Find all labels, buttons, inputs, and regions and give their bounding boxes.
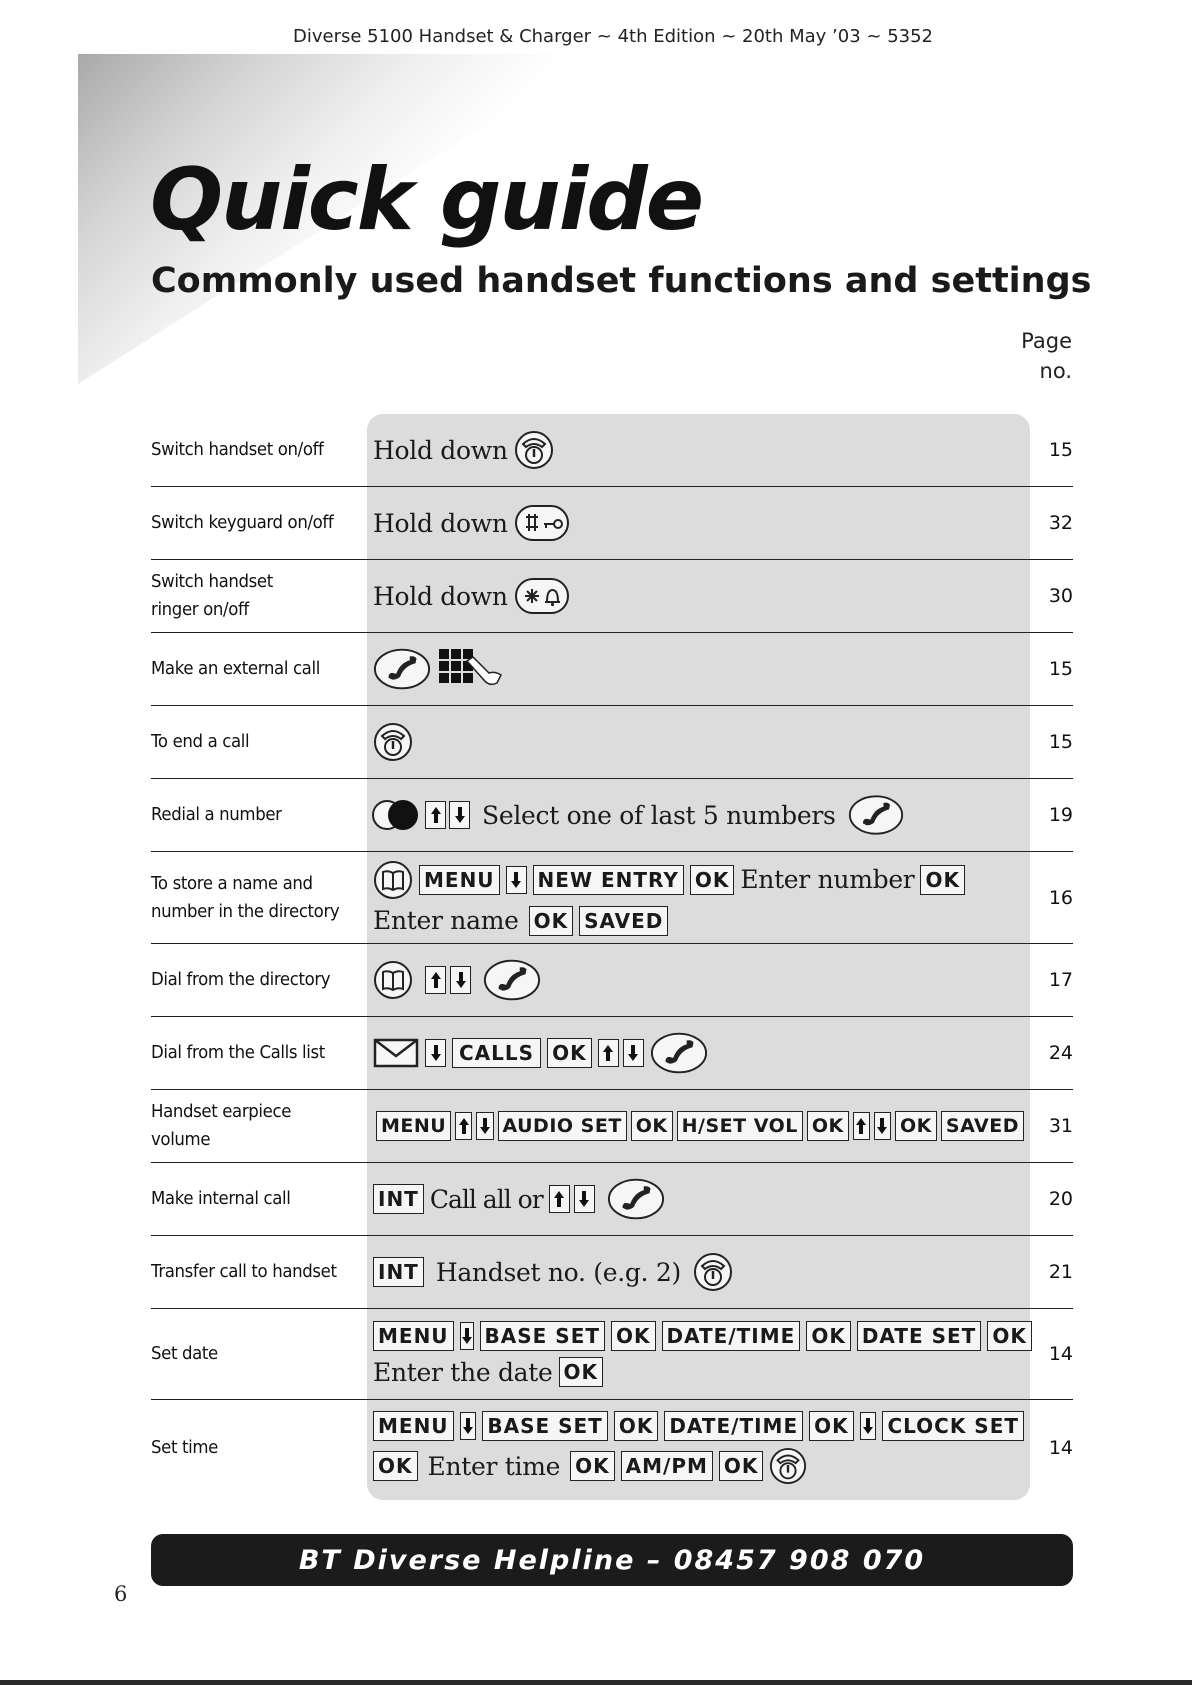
row-label: Dial from the directory <box>151 969 331 990</box>
step-text: Hold down <box>373 581 508 611</box>
table-row <box>151 633 1073 706</box>
row-steps <box>367 1252 1030 1292</box>
row-steps <box>367 1111 1030 1141</box>
row-page-number: 30 <box>1048 585 1073 607</box>
row-label: Make an external call <box>151 658 320 679</box>
calls-key: CALLS <box>452 1038 541 1068</box>
step-text: Call all or <box>429 1184 543 1214</box>
row-label <box>151 568 350 624</box>
table-row <box>151 1090 1073 1163</box>
menu-key: MENU <box>373 1321 454 1351</box>
up-arrow-icon <box>455 1112 472 1140</box>
row-page-number: 19 <box>1048 804 1073 826</box>
ok-key: OK <box>719 1451 764 1481</box>
row-steps <box>367 1031 1030 1075</box>
down-arrow-icon <box>860 1412 877 1440</box>
down-arrow-icon <box>425 1039 446 1067</box>
row-label-line2: ringer on/off <box>151 599 249 620</box>
ok-key: OK <box>611 1321 656 1351</box>
directory-book-icon <box>373 960 413 1000</box>
row-steps <box>367 430 1030 470</box>
clock-set-key: CLOCK SET <box>882 1411 1024 1441</box>
ok-key: OK <box>809 1411 854 1441</box>
keypad-dial-icon <box>437 647 503 691</box>
row-label-line1: Switch handset <box>151 571 273 592</box>
date-set-key: DATE SET <box>857 1321 982 1351</box>
row-page-number: 14 <box>1048 1343 1073 1365</box>
down-arrow-icon <box>450 966 471 994</box>
table-row <box>151 779 1073 852</box>
page-title: Quick guide <box>150 150 703 250</box>
down-arrow-icon <box>574 1185 595 1213</box>
saved-key: SAVED <box>941 1111 1024 1141</box>
table-row <box>151 1400 1073 1496</box>
up-arrow-icon <box>549 1185 570 1213</box>
helpline-banner: BT Diverse Helpline – 08457 908 070 <box>151 1534 1073 1586</box>
row-steps <box>367 722 1030 762</box>
row-steps <box>367 1177 1030 1221</box>
down-arrow-icon <box>476 1112 493 1140</box>
saved-key: SAVED <box>579 906 668 936</box>
row-steps <box>367 1411 1030 1485</box>
ok-key: OK <box>690 865 735 895</box>
step-text: Enter time <box>427 1451 561 1481</box>
row-steps <box>367 503 1030 543</box>
end-call-power-icon <box>373 722 413 762</box>
star-bell-icon <box>514 576 570 616</box>
row-label: Transfer call to handset <box>151 1261 337 1282</box>
row-label <box>151 870 350 926</box>
table-row <box>151 487 1073 560</box>
row-label: Switch handset on/off <box>151 439 324 460</box>
table-row <box>151 1309 1073 1400</box>
step-text: Handset no. (e.g. 2) <box>435 1257 681 1287</box>
row-page-number: 20 <box>1048 1188 1073 1210</box>
row-page-number: 32 <box>1048 512 1073 534</box>
date-time-key: DATE/TIME <box>664 1411 803 1441</box>
table-row <box>151 1163 1073 1236</box>
ok-key: OK <box>920 865 965 895</box>
down-arrow-icon <box>623 1039 644 1067</box>
new-entry-key: NEW ENTRY <box>533 865 684 895</box>
ok-key: OK <box>806 1321 851 1351</box>
up-arrow-icon <box>425 966 446 994</box>
up-arrow-icon <box>425 801 446 829</box>
table-row <box>151 1017 1073 1090</box>
page-column-header-line2: no. <box>1039 359 1072 383</box>
row-label: Set date <box>151 1343 218 1364</box>
down-arrow-icon <box>460 1412 477 1440</box>
down-arrow-icon <box>460 1322 474 1350</box>
menu-key: MENU <box>419 865 500 895</box>
table-row <box>151 944 1073 1017</box>
end-call-power-icon <box>769 1447 807 1485</box>
menu-key: MENU <box>373 1411 454 1441</box>
row-steps <box>367 958 1030 1002</box>
row-label-line2: number in the directory <box>151 900 340 922</box>
table-row <box>151 560 1073 633</box>
menu-key: MENU <box>376 1111 451 1141</box>
am-pm-key: AM/PM <box>621 1451 713 1481</box>
ok-key: OK <box>987 1321 1032 1351</box>
talk-handset-icon <box>483 958 541 1002</box>
redial-button-icon <box>371 798 419 832</box>
ok-key: OK <box>570 1451 615 1481</box>
quick-guide-table <box>151 414 1073 1496</box>
date-time-key: DATE/TIME <box>662 1321 801 1351</box>
bottom-rule <box>0 1680 1192 1685</box>
running-head: Diverse 5100 Handset & Charger ~ 4th Edition ~ 20th May ’03 ~ 5352 <box>292 26 934 47</box>
int-key: INT <box>373 1257 424 1287</box>
row-steps <box>367 647 1030 691</box>
row-page-number: 17 <box>1048 969 1073 991</box>
end-call-power-icon <box>693 1252 733 1292</box>
end-call-power-icon <box>514 430 554 470</box>
row-page-number: 15 <box>1048 731 1073 753</box>
row-steps <box>367 1321 1030 1387</box>
directory-book-icon <box>373 860 413 900</box>
table-row <box>151 706 1073 779</box>
step-text: Enter name <box>373 906 519 935</box>
row-page-number: 16 <box>1048 886 1073 909</box>
row-label: Handset earpiece volume <box>151 1101 292 1150</box>
down-arrow-icon <box>449 801 470 829</box>
talk-handset-icon <box>650 1031 708 1075</box>
hash-key-icon <box>514 503 570 543</box>
table-row <box>151 1236 1073 1309</box>
ok-key: OK <box>529 906 574 936</box>
row-page-number: 15 <box>1048 658 1073 680</box>
up-arrow-icon <box>598 1039 619 1067</box>
ok-key: OK <box>614 1411 659 1441</box>
step-text: Hold down <box>373 508 508 538</box>
ok-key: OK <box>895 1111 937 1141</box>
ok-key: OK <box>373 1451 418 1481</box>
base-set-key: BASE SET <box>480 1321 605 1351</box>
step-text: Hold down <box>373 435 508 465</box>
step-text: Enter number <box>740 865 915 894</box>
int-key: INT <box>373 1184 424 1214</box>
ok-key: OK <box>631 1111 673 1141</box>
row-steps <box>367 860 1030 936</box>
row-page-number: 31 <box>1048 1115 1073 1137</box>
page-number: 6 <box>114 1582 128 1606</box>
row-steps <box>367 576 1030 616</box>
ok-key: OK <box>547 1038 592 1068</box>
up-arrow-icon <box>853 1112 870 1140</box>
table-row <box>151 414 1073 487</box>
page-subtitle: Commonly used handset functions and settings <box>151 261 1092 301</box>
page-column-header <box>1021 326 1072 386</box>
audio-set-key: AUDIO SET <box>498 1111 627 1141</box>
envelope-calls-icon <box>373 1036 419 1070</box>
talk-handset-icon <box>848 793 904 837</box>
down-arrow-icon <box>874 1112 891 1140</box>
row-label: Switch keyguard on/off <box>151 512 334 533</box>
row-label: Redial a number <box>151 804 282 825</box>
row-label: To end a call <box>151 731 250 752</box>
ok-key: OK <box>559 1357 604 1387</box>
base-set-key: BASE SET <box>482 1411 607 1441</box>
step-text: Select one of last 5 numbers <box>482 800 836 830</box>
row-label: Set time <box>151 1437 218 1458</box>
page-column-header-line1: Page <box>1021 329 1072 353</box>
row-page-number: 21 <box>1048 1261 1073 1283</box>
hset-vol-key: H/SET VOL <box>677 1111 803 1141</box>
step-text: Enter the date <box>373 1357 553 1387</box>
table-row <box>151 852 1073 944</box>
row-label: Dial from the Calls list <box>151 1042 325 1063</box>
talk-handset-icon <box>607 1177 665 1221</box>
row-steps <box>367 793 1030 837</box>
row-page-number: 24 <box>1048 1042 1073 1064</box>
down-arrow-icon <box>506 866 527 894</box>
row-label-line1: To store a name and <box>151 872 313 894</box>
row-label: Make internal call <box>151 1188 291 1209</box>
talk-handset-icon <box>373 647 431 691</box>
ok-key: OK <box>807 1111 849 1141</box>
row-page-number: 15 <box>1048 439 1073 461</box>
row-page-number: 14 <box>1048 1437 1073 1459</box>
